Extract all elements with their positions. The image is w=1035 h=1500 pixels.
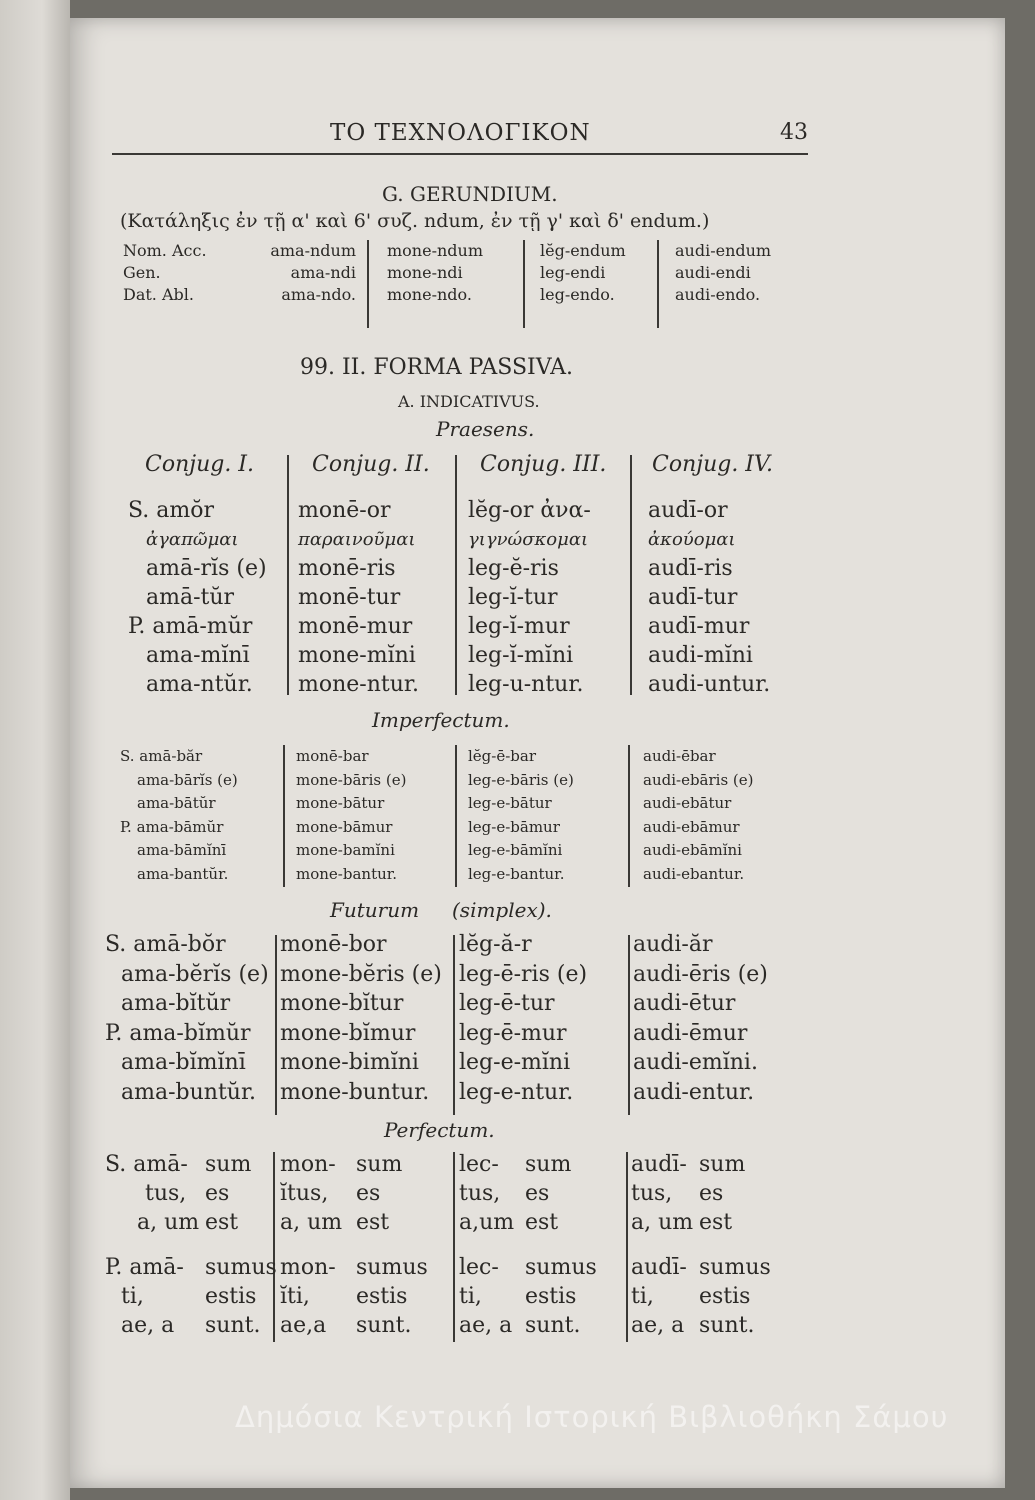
aux-verb: estis <box>205 1284 257 1309</box>
greek-gloss: ἀγαπῶμαι <box>146 529 239 550</box>
gerund-form: audi-endum <box>675 241 772 260</box>
running-title: ΤΟ ΤΕΧΝΟΛΟΓΙΚΟΝ <box>330 120 591 146</box>
verb-form: leg-ĭ-mĭni <box>468 643 574 668</box>
aux-verb: sumus <box>525 1255 597 1280</box>
imperfectum-col1 <box>120 745 238 886</box>
verb-form: monē-mur <box>298 614 413 639</box>
aux-verb: sumus <box>699 1255 771 1280</box>
perfect-stem: mon- <box>280 1152 336 1177</box>
verb-form: audi-ētur <box>633 991 736 1016</box>
verb-form: P. ama-bāmŭr <box>120 817 224 836</box>
perfect-stem: lec- <box>459 1152 499 1177</box>
aux-verb: est <box>525 1210 559 1235</box>
perfect-ending: ae,a <box>280 1313 327 1338</box>
verb-form: lĕg-or ἀνα- <box>468 498 591 523</box>
column-divider <box>626 1152 628 1342</box>
imperfectum-col3 <box>468 745 574 886</box>
aux-verb: sumus <box>205 1255 277 1280</box>
verb-form: mone-buntur. <box>280 1079 430 1105</box>
case-label: Nom. Acc. <box>123 241 207 260</box>
case-label: Gen. <box>123 263 161 282</box>
verb-form: mone-ntur. <box>298 672 419 697</box>
verb-form: mone-bamĭni <box>296 841 395 859</box>
verb-form: leg-ĕ-ris <box>468 556 559 581</box>
perfect-ending: tus, <box>145 1181 187 1206</box>
verb-form: ama-bantŭr. <box>137 864 229 883</box>
aux-verb: estis <box>699 1284 751 1309</box>
verb-form: S. amā-băr <box>120 747 203 765</box>
gerundium-title: G. GERUNDIUM. <box>382 182 558 206</box>
verb-form: mone-bĕris (e) <box>280 961 442 987</box>
column-divider <box>275 935 277 1115</box>
futurum-col4 <box>633 930 768 1107</box>
gerundium-col1 <box>218 240 356 306</box>
verb-form: monē-or <box>298 498 391 523</box>
column-divider <box>630 455 632 695</box>
futurum-col1 <box>105 930 269 1107</box>
column-divider <box>523 240 525 328</box>
verb-form: amā-tŭr <box>146 585 235 610</box>
perfect-ending: a, um <box>631 1210 694 1235</box>
aux-verb: es <box>356 1181 381 1206</box>
aux-verb: estis <box>525 1284 577 1309</box>
perfect-ending: a, um <box>137 1210 200 1235</box>
verb-form: audi-ēris (e) <box>633 961 768 987</box>
verb-form: audi-untur. <box>648 672 771 697</box>
verb-form: monē-bor <box>280 932 387 957</box>
verb-form: leg-ē-tur <box>459 991 555 1016</box>
conj-head-1: Conjug. I. <box>145 452 254 477</box>
column-divider <box>453 935 455 1115</box>
perfect-ending: ti, <box>121 1284 144 1309</box>
column-divider <box>628 935 630 1115</box>
aux-verb: est <box>356 1210 390 1235</box>
section-title: 99. II. FORMA PASSIVA. <box>300 355 574 380</box>
column-divider <box>628 745 630 887</box>
verb-form: ama-bārĭs (e) <box>137 770 238 789</box>
conj-head-3: Conjug. III. <box>480 452 607 477</box>
verb-form: audī-or <box>648 498 728 523</box>
praesens-col1 <box>128 496 267 699</box>
perfect-stem: audī- <box>631 1255 687 1280</box>
perfectum-col2 <box>280 1150 450 1340</box>
verb-form: monē-ris <box>298 556 396 581</box>
gerund-form: ama-ndum <box>270 241 356 260</box>
gerund-form: mone-ndi <box>387 263 463 282</box>
verb-form: audī-ris <box>648 556 733 581</box>
perfectum-col3 <box>459 1150 624 1340</box>
gerund-form: leg-endo. <box>540 285 615 304</box>
perfect-stem: lec- <box>459 1255 499 1280</box>
verb-form: monē-tur <box>298 585 401 610</box>
verb-form: leg-e-bāmur <box>468 817 560 836</box>
aux-verb: sum <box>525 1152 572 1177</box>
gerund-form: leg-endi <box>540 263 606 282</box>
aux-verb: es <box>525 1181 550 1206</box>
verb-form: audī-tur <box>648 585 738 610</box>
perfect-ending: ĭtus, <box>280 1181 329 1206</box>
book-gutter <box>0 0 70 1500</box>
verb-form: audi-ebantur. <box>643 864 745 883</box>
verb-form: leg-e-bāmĭni <box>468 841 563 859</box>
case-label: Dat. Abl. <box>123 285 194 304</box>
perfectum-col1 <box>105 1150 277 1340</box>
column-divider <box>455 455 457 695</box>
verb-form: ama-bĕrĭs (e) <box>121 961 269 987</box>
perfect-stem: P. amā- <box>105 1255 184 1280</box>
verb-form: P. amā-mŭr <box>128 614 253 639</box>
aux-verb: sunt. <box>205 1313 261 1338</box>
column-divider <box>453 1152 455 1342</box>
verb-form: leg-ĭ-tur <box>468 585 558 610</box>
gerundium-col4 <box>675 240 771 306</box>
verb-form: leg-e-ntur. <box>459 1079 574 1105</box>
perfect-stem: audī- <box>631 1152 687 1177</box>
perfect-ending: tus, <box>459 1181 501 1206</box>
column-divider <box>287 455 289 695</box>
futurum-col3 <box>459 930 587 1107</box>
verb-form: mone-bāris (e) <box>296 770 407 789</box>
library-watermark: Δημόσια Κεντρική Ιστορική Βιβλιοθήκη Σάμου <box>235 1400 949 1434</box>
perfect-ending: ae, a <box>631 1313 685 1338</box>
imperfectum-col2 <box>296 745 406 886</box>
verb-form: mone-bātur <box>296 794 385 812</box>
gerundium-col3 <box>540 240 626 306</box>
tense-perfectum: Perfectum. <box>384 1118 495 1142</box>
verb-form: leg-e-bantur. <box>468 864 565 883</box>
gerund-form: mone-ndo. <box>387 285 472 304</box>
verb-form: ama-ntŭr. <box>146 672 253 697</box>
futurum-col2 <box>280 930 442 1107</box>
perfect-ending: ti, <box>631 1284 654 1309</box>
aux-verb: sum <box>356 1152 403 1177</box>
verb-form: ama-bātŭr <box>137 794 216 812</box>
column-divider <box>283 745 285 887</box>
conj-head-4: Conjug. IV. <box>652 452 774 477</box>
imperfectum-col4 <box>643 745 754 886</box>
verb-form: audi-ebāmĭni <box>643 841 742 859</box>
praesens-col4 <box>648 496 770 699</box>
verb-form: audi-entur. <box>633 1079 755 1105</box>
verb-form: audi-ăr <box>633 932 713 957</box>
column-divider <box>273 1152 275 1342</box>
aux-verb: est <box>205 1210 239 1235</box>
verb-form: audi-emĭni. <box>633 1050 758 1075</box>
tense-imperfectum: Imperfectum. <box>372 708 510 732</box>
verb-form: monē-bar <box>296 747 369 765</box>
verb-form: audi-ebāmur <box>643 817 740 836</box>
verb-form: audi-mĭni <box>648 643 753 668</box>
gerundium-col2 <box>387 240 483 306</box>
verb-form: ama-bāmĭnī <box>137 841 227 859</box>
verb-form: ama-bĭmĭnī <box>121 1050 246 1075</box>
verb-form: mone-bĭtur <box>280 991 404 1016</box>
perfectum-col4 <box>631 1150 791 1340</box>
verb-form: mone-bimĭni <box>280 1050 419 1075</box>
gerund-form: ama-ndo. <box>281 285 356 304</box>
perfect-ending: a,um <box>459 1210 515 1235</box>
aux-verb: sunt. <box>699 1313 755 1338</box>
tense-futurum: Futurum <box>330 898 420 922</box>
column-divider <box>455 745 457 887</box>
page-number: 43 <box>780 120 808 145</box>
verb-form: lĕg-ă-r <box>459 932 532 957</box>
verb-form: ama-bĭtŭr <box>121 991 231 1016</box>
header-rule <box>112 153 808 155</box>
verb-form: ama-buntŭr. <box>121 1079 257 1105</box>
gerundium-cases <box>123 240 207 306</box>
perfect-ending: tus, <box>631 1181 673 1206</box>
praesens-col2 <box>298 496 419 699</box>
perfect-ending: ĭti, <box>280 1284 310 1309</box>
perfect-stem: S. amā- <box>105 1152 188 1177</box>
gerund-form: audi-endo. <box>675 285 761 304</box>
verb-form: audi-ebātur <box>643 794 732 812</box>
perfect-ending: a, um <box>280 1210 343 1235</box>
verb-form: S. amā-bŏr <box>105 932 226 957</box>
verb-form: mone-mĭni <box>298 643 416 668</box>
greek-gloss: ἀκούομαι <box>648 529 736 550</box>
aux-verb: sunt. <box>356 1313 412 1338</box>
aux-verb: sumus <box>356 1255 428 1280</box>
gerund-form: audi-endi <box>675 263 751 282</box>
verb-form: ama-mĭnī <box>146 643 250 668</box>
verb-form: leg-u-ntur. <box>468 672 584 697</box>
aux-verb: estis <box>356 1284 408 1309</box>
aux-verb: sunt. <box>525 1313 581 1338</box>
gerund-form: ama-ndi <box>290 263 356 282</box>
verb-form: audi-ēmur <box>633 1020 748 1046</box>
column-divider <box>657 240 659 328</box>
section-subtitle: A. INDICATIVUS. <box>398 392 540 411</box>
verb-form: audi-ēbar <box>643 747 716 765</box>
perfect-ending: ti, <box>459 1284 482 1309</box>
verb-form: P. ama-bĭmŭr <box>105 1020 251 1046</box>
greek-gloss: γιγνώσκομαι <box>468 529 589 550</box>
gerund-form: mone-ndum <box>387 241 484 260</box>
verb-form: lĕg-ē-bar <box>468 747 537 765</box>
praesens-col3 <box>468 496 591 699</box>
aux-verb: est <box>699 1210 733 1235</box>
aux-verb: es <box>699 1181 724 1206</box>
tense-praesens: Praesens. <box>436 417 535 441</box>
verb-form: leg-e-bāris (e) <box>468 770 574 789</box>
gerundium-note: (Κατάληξις ἐν τῇ α' καὶ 6' συζ. ndum, ἐν τῇ γ' καὶ δ' endum.) <box>120 210 710 232</box>
aux-verb: sum <box>699 1152 746 1177</box>
perfect-stem: mon- <box>280 1255 336 1280</box>
verb-form: S. amŏr <box>128 498 215 523</box>
verb-form: mone-bantur. <box>296 864 398 883</box>
verb-form: leg-e-mĭni <box>459 1050 571 1075</box>
verb-form: leg-ĭ-mur <box>468 614 570 639</box>
tense-futurum-qualifier: (simplex). <box>452 898 552 922</box>
verb-form: mone-bāmur <box>296 817 393 836</box>
perfect-ending: ae, a <box>459 1313 513 1338</box>
verb-form: leg-ē-mur <box>459 1020 567 1046</box>
gerund-form: lĕg-endum <box>540 241 626 260</box>
column-divider <box>367 240 369 328</box>
perfect-ending: ae, a <box>121 1313 175 1338</box>
verb-form: leg-e-bātur <box>468 794 552 812</box>
verb-form: amā-rĭs (e) <box>146 556 267 581</box>
aux-verb: es <box>205 1181 230 1206</box>
verb-form: audī-mur <box>648 614 750 639</box>
conj-head-2: Conjug. II. <box>312 452 430 477</box>
verb-form: leg-ē-ris (e) <box>459 961 588 987</box>
verb-form: audi-ebāris (e) <box>643 770 754 789</box>
verb-form: mone-bĭmur <box>280 1020 416 1046</box>
greek-gloss: παραινοῦμαι <box>298 529 416 550</box>
aux-verb: sum <box>205 1152 252 1177</box>
